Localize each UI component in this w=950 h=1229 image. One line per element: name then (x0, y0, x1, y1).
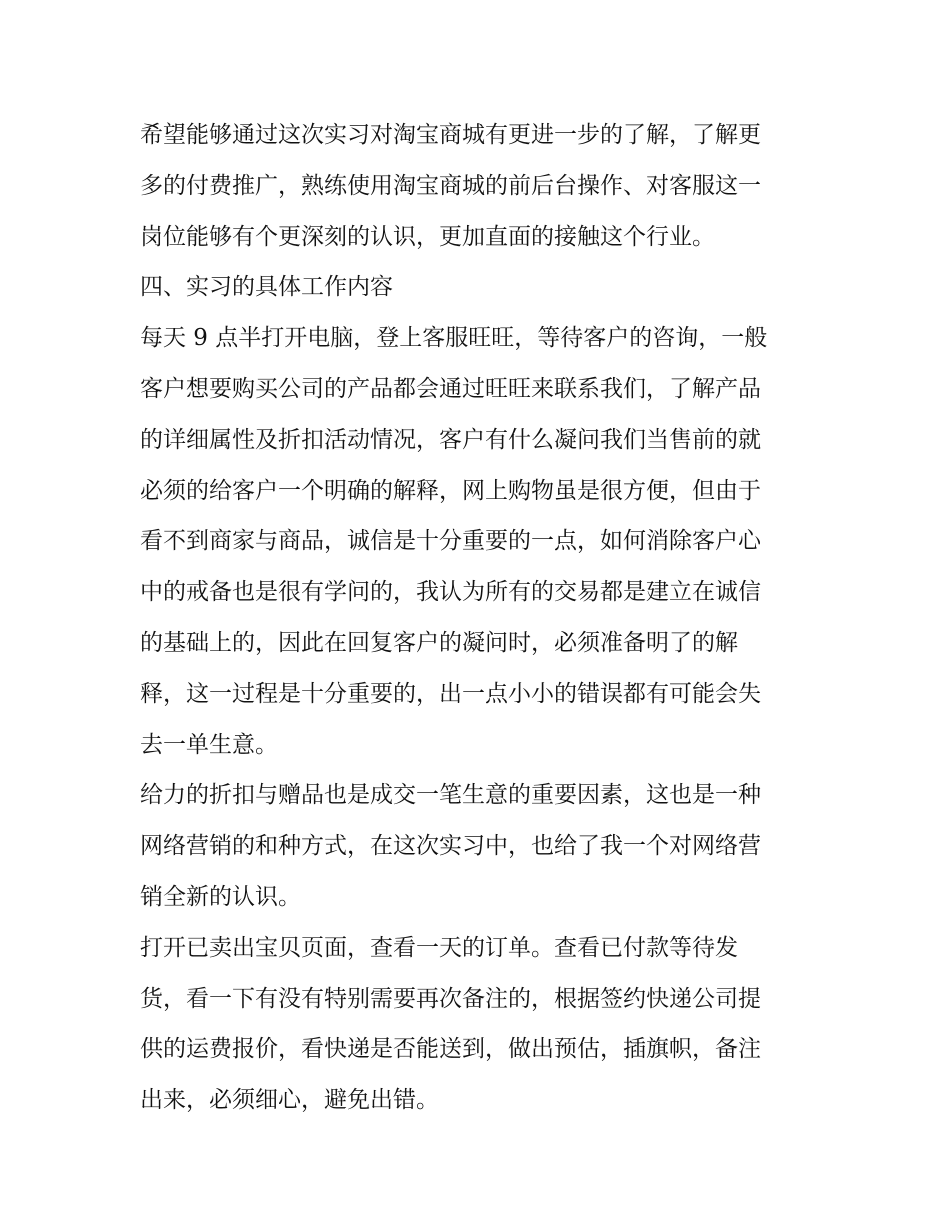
text-line: 必须的给客户一个明确的解释，网上购物虽是很方便，但由于 (140, 477, 761, 504)
text-line: 货，看一下有没有特别需要再次备注的，根据签约快递公司提 (140, 985, 761, 1012)
text-line: 岗位能够有个更深刻的认识，更加直面的接触这个行业。 (140, 223, 715, 250)
text-line: 给力的折扣与赠品也是成交一笔生意的重要因素，这也是一种 (140, 782, 761, 809)
text-line: 的详细属性及折扣活动情况，客户有什么凝问我们当售前的就 (140, 426, 761, 453)
text-line: 供的运费报价，看快递是否能送到，做出预估，插旗帜，备注 (140, 1036, 761, 1063)
text-line: 销全新的认识。 (140, 883, 301, 910)
text-line: 希望能够通过这次实习对淘宝商城有更进一步的了解，了解更 (140, 122, 761, 148)
text-line: 打开已卖出宝贝页面，查看一天的订单。查看已付款等待发 (140, 934, 738, 961)
text-line: 看不到商家与商品，诚信是十分重要的一点，如何消除客户心 (140, 528, 761, 555)
section-heading: 四、实习的具体工作内容 (140, 274, 393, 301)
text-line: 中的戒备也是很有学问的，我认为所有的交易都是建立在诚信 (140, 579, 761, 606)
text-line: 的基础上的，因此在回复客户的凝问时，必须准备明了的解 (140, 629, 738, 656)
text-line: 释，这一过程是十分重要的，出一点小小的错误都有可能会失 (140, 680, 761, 707)
text-line: 每天 9 点半打开电脑，登上客服旺旺，等待客户的咨询，一般 (140, 325, 768, 352)
text-line: 去一单生意。 (140, 731, 278, 758)
text-line: 多的付费推广，熟练使用淘宝商城的前后台操作、对客服这一 (140, 172, 761, 199)
text-line: 网络营销的和种方式，在这次实习中，也给了我一个对网络营 (140, 833, 761, 860)
text-line: 出来，必须细心，避免出错。 (140, 1087, 439, 1114)
text-line: 客户想要购买公司的产品都会通过旺旺来联系我们，了解产品 (140, 375, 761, 402)
body-text (140, 110, 820, 1126)
